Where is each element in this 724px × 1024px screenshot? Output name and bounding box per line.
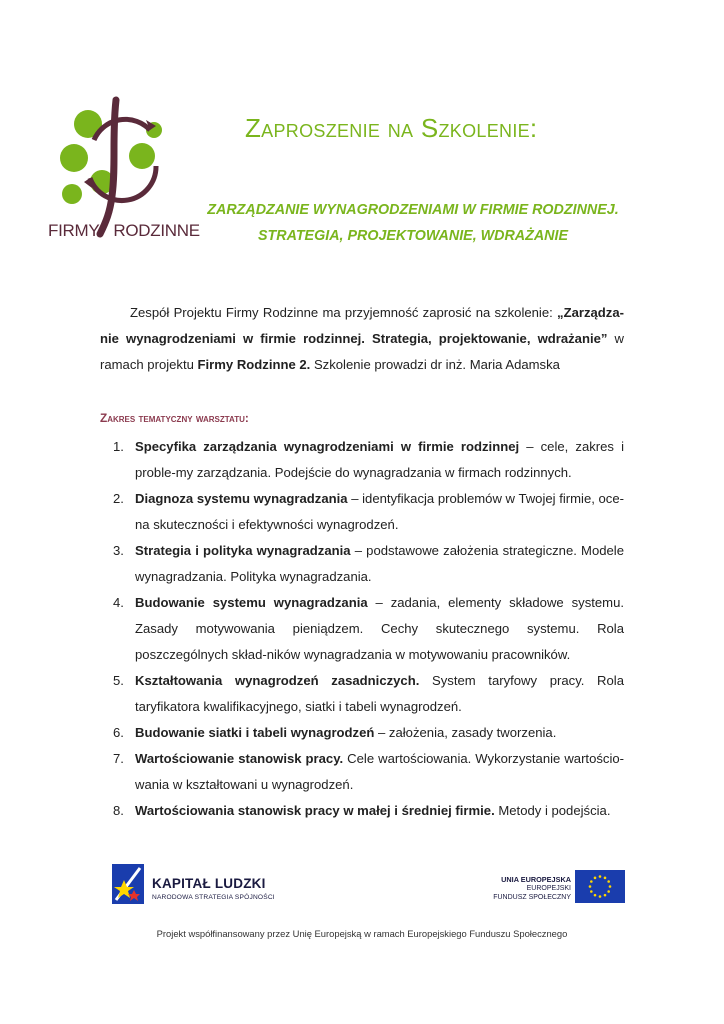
list-item: 8. Wartościowania stanowisk pracy w małej i średniej firmie. Metody i podejścia.: [113, 803, 611, 818]
list-item: 3. Strategia i polityka wynagradzania – podstawowe założenia strategiczne. Modele wynagradzania. Polityka wynagradzania.: [113, 543, 624, 584]
intro-lead: Zespół Projektu Firmy Rodzinne ma przyjemność zaprosić na szkolenie:: [130, 305, 558, 320]
eu-star-icon: [590, 880, 593, 883]
intro-tail: Szkolenie prowadzi dr inż. Maria Adamska: [310, 357, 560, 372]
circular-arrow-icon: [94, 119, 150, 140]
footer-note: Projekt współfinansowany przez Unię Europejską w ramach Europejskiego Funduszu Społecznego: [156, 928, 568, 939]
list-item: 2. Diagnoza systemu wynagradzania – identyfikacja problemów w Twojej firmie, oce-na skuteczności i efektywności wynagrodzeń.: [113, 491, 624, 532]
list-item: 7. Wartościowanie stanowisk pracy. Cele wartościowania. Wykorzystanie wartościo-wania w kształtowani u wynagrodzeń.: [113, 751, 624, 792]
kapital-ludzki-name: KAPITAŁ LUDZKI: [152, 876, 266, 891]
training-name: „Zarządza-nie wynagrodzeniami w firmie rodzinnej. Strategia, projektowanie, wdrażanie”: [100, 305, 624, 346]
page-title: Zaproszenie na Szkolenie:: [245, 113, 538, 143]
list-item: 4. Budowanie systemu wynagradzania – zadania, elementy składowe systemu. Zasady motywowania pieniądzem. Cechy skutecznego systemu. Rola poszczególnych skład-ników wynagradzania w motywowaniu pracowników.: [113, 595, 624, 662]
eu-star-icon: [599, 895, 602, 898]
intro-paragraph: [100, 300, 624, 378]
list-item: 6. Budowanie siatki i tabeli wynagrodzeń – założenia, zasady tworzenia.: [113, 725, 557, 740]
subtitle-line-1: ZARZĄDZANIE WYNAGRODZENIAMI W FIRMIE RODZINNEJ.: [207, 202, 619, 218]
list-item: 1. Specyfika zarządzania wynagrodzeniami w firmie rodzinnej – cele, zakres i proble-my zarządzania. Podejście do wynagradzania w firmach rodzinnych.: [113, 439, 625, 480]
eu-star-icon: [604, 877, 607, 880]
eu-star-icon: [594, 877, 597, 880]
eu-star-icon: [594, 894, 597, 897]
eu-star-icon: [599, 875, 602, 878]
eu-star-icon: [589, 885, 592, 888]
eu-star-icon: [590, 890, 593, 893]
page-subtitle: [190, 197, 636, 249]
section-heading: Zakres tematyczny warsztatu:: [100, 411, 249, 425]
logo-wordmark: [48, 221, 200, 241]
intro-mid: w ramach projektu: [100, 331, 625, 372]
kapital-ludzki-subtitle: NARODOWA STRATEGIA SPÓJNOŚCI: [152, 894, 275, 901]
eu-flag-icon: [575, 870, 625, 903]
eu-star-icon: [604, 894, 607, 897]
eu-star-icon: [607, 880, 610, 883]
list-item: 5. Kształtowania wynagrodzeń zasadniczych. System taryfowy pracy. Rola taryfikatora kwalifikacyjnego, siatki i tabeli wynagrodzeń.: [113, 673, 624, 714]
logo-word-rodzinne: RODZINNE: [113, 221, 200, 240]
eu-line-1: UNIA EUROPEJSKA: [501, 875, 571, 884]
logo-word-firmy: FIRMY: [48, 221, 100, 240]
eu-line-3: FUNDUSZ SPOŁECZNY: [493, 894, 571, 901]
eu-fund-text: [450, 875, 571, 902]
subtitle-line-2: STRATEGIA, PROJEKTOWANIE, WDRAŻANIE: [257, 228, 569, 244]
project-name: Firmy Rodzinne 2.: [197, 357, 311, 372]
eu-line-2: EUROPEJSKI: [526, 885, 571, 892]
eu-star-icon: [607, 890, 610, 893]
eu-star-icon: [609, 885, 612, 888]
topics-list: [100, 434, 624, 824]
